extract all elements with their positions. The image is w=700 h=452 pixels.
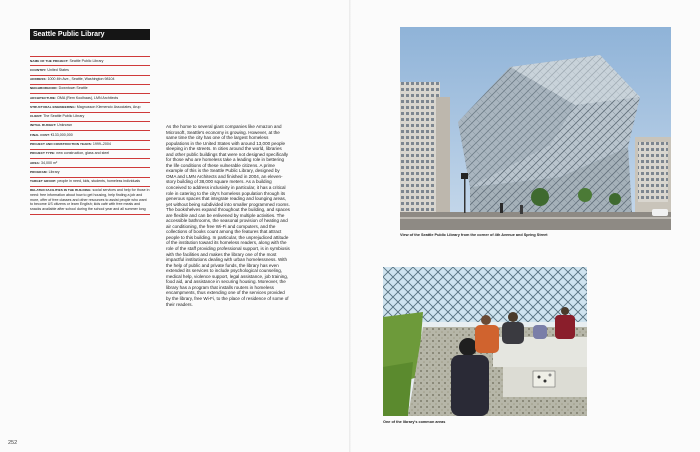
project-fact-value: Unknown xyxy=(57,123,73,128)
project-fact-value: Downtown Seattle xyxy=(58,86,88,91)
body-text: As the home to several giant companies like Amazon and Microsoft, Seattle's economy is growing. However, at the same time the city has one of the largest homeless populations in the United States with around 13,000 people sleeping in the streets. In cities around the world, libraries and other public buildings that were not designed specifically for those who are homeless take a leading role in bettering the life conditions of these vulnerable citizens. A prime example of this is the Seattle Public Library, designed by OMA and LMN Architects and finished in 2004, an eleven-story building of 38,000 square meters. As a building conceived to address inclusivity in particular, it has a critical role in catering to the city's homeless population through its generous spaces that integrate reading and lounging areas, yet without being subdivided into smaller programmed rooms. The bookshelves expand throughout the building, and spaces are flexible and can be enlivened by multiple activities. The accessible bathrooms, the seasonal provision of heating and air conditioning, the free Wi-Fi and computers, and the collections of books count among the features that attract people to this building. In particular, the unprejudiced attitude of the institution toward its homeless readers, along with the role of the staff providing professional support, is in symbiosis with the facilities and makes the library one of the most impactful institutions dealing with urban homelessness. With the help of public and private funds, the library has even extended its services to include psychological counseling, medical help, violence support, legal assistance, job training, food aid, and assistance in securing housing. Moreover, the library has a program that installs routers in homeless encampments, thus extending one of the services provided by the library, free Wi-Fi, to the place of residence of some of their readers. xyxy=(166,124,290,307)
project-fact-row xyxy=(30,149,150,158)
project-fact-value: new construction, glass and steel xyxy=(56,151,110,156)
project-fact-label: PROJECT TYPE: xyxy=(30,151,56,156)
project-fact-value: €133,000,000 xyxy=(50,132,73,137)
interior-photo-caption: One of the library's common areas xyxy=(383,420,446,424)
project-fact-label: ADDRESS: xyxy=(30,77,47,82)
project-fact-row xyxy=(30,177,150,186)
project-fact-label: ARCHITECTURE: xyxy=(30,95,57,100)
project-fact-label: CLIENT: xyxy=(30,114,43,119)
project-fact-label: NEIGHBORHOOD: xyxy=(30,86,58,91)
project-fact-row xyxy=(30,167,150,176)
project-fact-row xyxy=(30,75,150,84)
project-fact-label: TARGET GROUP: xyxy=(30,179,57,184)
project-fact-row xyxy=(30,93,150,102)
page-number: 252 xyxy=(8,440,18,446)
project-fact-value: 1999–2004 xyxy=(92,142,111,147)
project-fact-row xyxy=(30,186,150,215)
project-fact-row xyxy=(30,158,150,167)
project-fact-value: The Seattle Public Library xyxy=(43,114,85,119)
project-fact-label: COUNTRY: xyxy=(30,67,47,72)
project-fact-row xyxy=(30,84,150,93)
project-info-panel xyxy=(30,29,150,215)
project-fact-row xyxy=(30,112,150,121)
project-fact-label: RELATED FACILITIES IN THE BUILDING: xyxy=(30,188,92,193)
project-fact-value: Seattle Public Library xyxy=(69,58,104,63)
library-exterior-photo xyxy=(400,27,671,230)
project-fact-label: INITIAL BUDGET: xyxy=(30,123,57,128)
project-fact-label: FINAL COST: xyxy=(30,132,50,137)
project-fact-label: AREA: xyxy=(30,160,41,165)
project-facts-list xyxy=(30,56,150,215)
project-fact-row xyxy=(30,65,150,74)
exterior-photo-caption: View of the Seattle Public Library from the corner of 4th Avenue and Spring Street xyxy=(400,233,548,237)
project-fact-value: social services and help for those in need: free information about how to get housing, help finding a job and more, offer of free classes and other resources to assist people who want to become US citizens or learn English; kids café with free meals and snacks available after school during the school year and all summer long xyxy=(30,188,150,211)
page-title: Seattle Public Library xyxy=(30,29,150,40)
project-fact-value: OMA (Rem Koolhaas), LMN Architects xyxy=(57,95,119,100)
project-fact-row xyxy=(30,56,150,65)
project-fact-label: STRUCTURAL ENGINEERING: xyxy=(30,104,76,109)
project-fact-row xyxy=(30,121,150,130)
project-fact-value: 1000 4th Ave., Seattle, Washington 98104 xyxy=(47,77,115,82)
project-fact-label: NAME OF THE PROJECT: xyxy=(30,58,69,63)
library-interior-photo xyxy=(383,267,587,416)
project-fact-value: United States xyxy=(47,67,69,72)
project-fact-row xyxy=(30,140,150,149)
project-fact-value: people in need, kids, students, homeless individuals xyxy=(57,179,141,184)
page-gutter xyxy=(349,0,351,452)
project-fact-value: Magnusson Klemencic Associates, Arup xyxy=(76,104,141,109)
project-fact-row xyxy=(30,102,150,111)
project-fact-value: Library xyxy=(48,169,60,174)
project-fact-label: PROJECT AND CONSTRUCTION YEARS: xyxy=(30,142,92,147)
project-fact-row xyxy=(30,130,150,139)
project-fact-label: PROGRAM: xyxy=(30,169,48,174)
project-fact-value: 34,000 m² xyxy=(41,160,58,165)
